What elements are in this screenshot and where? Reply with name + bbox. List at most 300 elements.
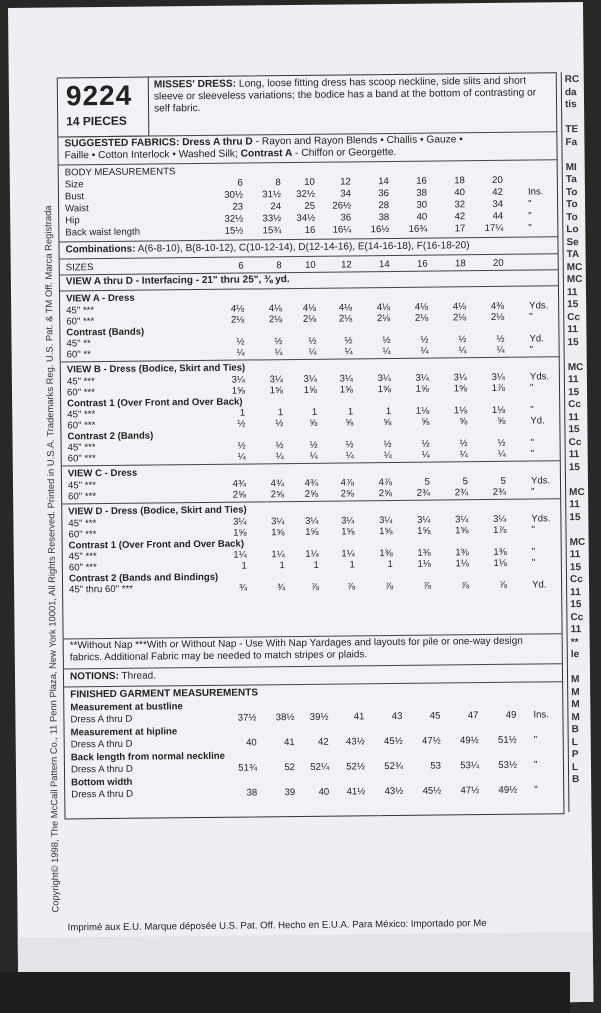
cutoff-text: 15 <box>568 461 581 473</box>
row-label: 60" *** <box>66 316 95 328</box>
fabrics-list-1: - Rayon and Rayon Blends • Challis • Gauze • <box>255 134 463 148</box>
row-value: ½ <box>496 333 505 345</box>
row-value: 52½ <box>346 761 366 773</box>
row-value: 28 <box>378 200 390 212</box>
row-value: 1⅛ <box>455 558 469 570</box>
row-value: 1⅜ <box>379 548 393 560</box>
notions-label: NOTIONS: <box>69 670 119 683</box>
row-value: 3¼ <box>232 516 247 528</box>
cutoff-text: Cc <box>568 399 582 411</box>
row-unit: " <box>530 404 534 416</box>
row-unit: " <box>530 448 535 460</box>
row-label: Contrast 2 (Bands and Bindings) <box>68 571 219 585</box>
cutoff-text: Cc <box>567 311 581 323</box>
row-value: 47 <box>467 710 479 722</box>
row-unit: " <box>529 382 534 394</box>
row-value: 42 <box>317 736 329 748</box>
row-value: 45½ <box>383 735 403 748</box>
row-label: 45" thru 60" *** <box>69 583 134 596</box>
fabrics-contrast-label: Contrast A <box>240 148 293 160</box>
row-value: 4¾ <box>232 478 247 490</box>
row-value: 40 <box>245 737 257 749</box>
row-value: ¾ <box>277 582 286 594</box>
cutoff-text: 11 <box>567 324 579 336</box>
row-value: ½ <box>420 334 429 346</box>
row-label: Measurement at bustline <box>70 701 183 714</box>
fabrics-list-2: Faille • Cotton Interlock • Washed Silk; <box>64 148 238 162</box>
row-value: ¼ <box>309 450 318 462</box>
row-value: ⅞ <box>311 581 320 593</box>
row-value: ⅝ <box>497 415 506 427</box>
row-value: 2⅛ <box>268 314 283 326</box>
combinations-text: A(6-8-10), B(8-10-12), C(10-12-14), D(12-14-16), E(14-16-18), F(16-18-20) <box>137 240 470 255</box>
row-value: 40 <box>454 187 466 199</box>
row-value: ¼ <box>497 448 506 460</box>
row-unit: " <box>529 344 534 356</box>
row-value: 5 <box>424 476 431 488</box>
row-value: 1 <box>277 407 284 419</box>
row-value: ¼ <box>345 450 354 462</box>
row-value: 1 <box>387 559 393 571</box>
row-value: ⅝ <box>383 417 392 429</box>
pattern-description <box>154 75 554 115</box>
row-value: 4¾ <box>270 478 285 490</box>
row-value: 43 <box>391 710 403 723</box>
row-value: 1⅝ <box>339 384 354 396</box>
row-value: 45 <box>429 710 441 722</box>
row-label: 45" *** <box>68 518 97 530</box>
row-value: 34 <box>340 188 352 200</box>
row-value: 41½ <box>346 786 366 798</box>
cutoff-text: 15 <box>567 386 580 398</box>
row-unit: " <box>528 222 532 234</box>
row-value: 3¼ <box>339 373 353 385</box>
row-value: 6 <box>237 177 243 189</box>
row-value: 3¼ <box>491 371 505 383</box>
cutoff-text: TE <box>565 124 579 136</box>
row-value: 16 <box>304 224 316 236</box>
row-value: 1 <box>349 559 355 571</box>
row-unit: " <box>531 557 536 569</box>
row-value: 1⅛ <box>415 405 430 417</box>
row-value: 2⅛ <box>230 314 245 326</box>
row-value: 49 <box>505 709 517 721</box>
row-value: 3¼ <box>304 515 319 527</box>
row-value: ½ <box>382 335 391 347</box>
row-label: Back length from normal neckline <box>70 750 225 764</box>
row-value: ½ <box>458 334 467 346</box>
row-value: 3¼ <box>340 515 355 527</box>
row-value: 32½ <box>296 188 316 200</box>
row-unit: Yd. <box>529 333 544 345</box>
cutoff-text: 11 <box>569 499 580 511</box>
cutoff-text: Lo <box>566 224 579 236</box>
row-label: 45" *** <box>67 480 97 492</box>
row-value: 47½ <box>460 785 480 797</box>
pattern-number-box <box>58 78 150 138</box>
row-value: 2⅛ <box>302 313 317 325</box>
row-value: 17¼ <box>484 222 504 235</box>
row-value: 16½ <box>370 224 390 236</box>
cutoff-text: Cc <box>569 574 583 586</box>
row-value: 1 <box>241 560 247 572</box>
row-value: ½ <box>274 336 283 348</box>
row-value: 53¼ <box>460 760 480 772</box>
row-value: 3¼ <box>416 514 431 526</box>
cutoff-text: da <box>564 86 577 98</box>
row-value: ⅞ <box>461 580 470 592</box>
row-label: 45" *** <box>66 376 95 388</box>
row-label: 60" *** <box>67 453 96 465</box>
row-value: 1⅝ <box>269 385 284 397</box>
row-value: 4⅛ <box>414 301 429 313</box>
cutoff-text: MC <box>566 261 583 273</box>
pattern-title: MISSES' DRESS: <box>153 78 237 91</box>
row-value: 4⅛ <box>376 302 391 314</box>
row-value: 23 <box>232 201 244 213</box>
row-value: ½ <box>237 418 246 430</box>
pattern-envelope-back <box>8 2 593 1008</box>
row-value: ⅝ <box>459 416 468 428</box>
background-surface <box>0 972 570 1013</box>
row-value: ¼ <box>383 450 392 462</box>
row-unit: Yds. <box>529 300 549 312</box>
cutoff-text: tis <box>564 99 577 111</box>
row-value: ½ <box>275 440 284 452</box>
row-value: 1⅜ <box>417 547 431 559</box>
row-unit: Yds. <box>530 475 551 487</box>
row-value: 39½ <box>309 711 329 723</box>
cutoff-text: To <box>566 211 578 223</box>
cutoff-text: 15 <box>568 424 580 436</box>
row-label: VIEW B - Dress (Bodice, Skirt and Ties) <box>66 362 246 376</box>
fabrics-line-2 <box>64 147 396 161</box>
row-value: 1 <box>279 560 285 572</box>
row-label: Contrast 1 (Over Front and Over Back) <box>67 396 243 410</box>
row-value: ½ <box>275 418 284 430</box>
row-unit: " <box>533 759 538 771</box>
row-value: 40 <box>416 211 428 223</box>
row-value: ¼ <box>420 345 429 357</box>
row-value: 18 <box>454 258 466 270</box>
row-value: 32½ <box>224 213 244 225</box>
row-value: 4⅛ <box>230 303 245 315</box>
row-value: 14 <box>378 259 390 271</box>
row-label: Bottom width <box>71 776 133 789</box>
pieces-count: 14 PIECES <box>66 113 127 129</box>
row-value: ¼ <box>275 451 284 463</box>
row-value: 52 <box>284 762 296 774</box>
cutoff-text: 11 <box>566 286 578 298</box>
cutoff-text: Ta <box>565 174 577 186</box>
cutoff-text: 11 <box>569 549 581 561</box>
row-value: 51½ <box>497 734 517 746</box>
interfacing-line: VIEW A thru D - Interfacing - 21" thru 25", ⅜ yd. <box>65 274 290 288</box>
row-value: 3¼ <box>231 374 245 386</box>
row-value: 3¼ <box>378 515 393 527</box>
row-label: 60" *** <box>66 387 96 399</box>
footer-imprint: Imprimé aux E.U. Marque déposée U.S. Pat. Off. Hecho en E.U.A. Para México: Importado por Me <box>67 918 487 934</box>
cutoff-text: L <box>571 736 578 748</box>
row-value: 47½ <box>421 735 441 747</box>
row-label: 45" *** <box>66 305 95 317</box>
row-value: ¼ <box>344 346 353 358</box>
row-unit: " <box>529 311 533 323</box>
row-value: 1⅝ <box>415 383 430 395</box>
row-label: Contrast (Bands) <box>66 326 145 339</box>
row-value: 6 <box>238 260 244 272</box>
cutoff-text: L <box>571 761 579 773</box>
notions-line <box>70 670 156 682</box>
row-value: 4⅞ <box>378 477 393 489</box>
row-value: 41 <box>353 711 365 723</box>
row-value: 2⅝ <box>378 488 393 500</box>
cutoff-text: 11 <box>570 624 582 636</box>
row-unit: " <box>528 210 532 222</box>
row-value: 3¼ <box>492 513 507 525</box>
row-value: 2⅛ <box>414 312 429 324</box>
row-value: 1⅝ <box>231 385 246 397</box>
cutoff-text: Se <box>566 236 579 248</box>
cutoff-text: 11 <box>570 586 581 598</box>
row-value: 4⅞ <box>340 477 355 489</box>
row-value: 1⅝ <box>379 526 393 538</box>
row-value: 4⅛ <box>302 302 317 314</box>
cutoff-text: le <box>570 649 580 661</box>
row-value: 3¼ <box>303 373 317 385</box>
row-value: 49½ <box>459 735 479 747</box>
row-value: 1 <box>385 406 392 418</box>
row-label: 45" *** <box>68 551 97 563</box>
row-value: ¼ <box>237 451 246 463</box>
row-value: ⅝ <box>421 416 430 428</box>
row-label: 45" *** <box>67 442 96 454</box>
row-value: 38 <box>416 187 428 199</box>
cutoff-text: 15 <box>567 299 579 311</box>
row-value: ¼ <box>382 346 391 358</box>
row-value: 10 <box>304 259 316 271</box>
pattern-info-panel <box>57 72 565 819</box>
row-label: Dress A thru D <box>70 713 133 726</box>
row-value: ½ <box>459 438 468 450</box>
row-value: ¼ <box>236 347 245 359</box>
row-value: 1⅝ <box>417 525 431 537</box>
row-value: ⅞ <box>423 580 432 592</box>
row-value: 38½ <box>275 712 295 724</box>
row-label: VIEW A - Dress <box>65 292 135 305</box>
cutoff-text: 15 <box>570 599 582 611</box>
row-label: 60" *** <box>67 420 96 432</box>
row-label: Size <box>64 179 84 191</box>
row-value: 8 <box>275 177 281 189</box>
row-value: 45½ <box>422 785 442 797</box>
row-value: 1⅛ <box>417 558 431 570</box>
cutoff-text: To <box>565 186 578 198</box>
row-value: 1⅝ <box>453 383 468 395</box>
row-label: BODY MEASUREMENTS <box>64 166 176 179</box>
row-label: Bust <box>64 191 85 203</box>
row-value: 20 <box>492 174 503 186</box>
row-value: ½ <box>345 439 354 451</box>
cutoff-text: M <box>571 699 580 711</box>
row-value: 16¼ <box>332 224 352 236</box>
cutoff-text: Cc <box>570 611 584 623</box>
row-label: Measurement at hipline <box>70 726 178 739</box>
row-label: Contrast 2 (Bands) <box>67 430 154 443</box>
row-unit: Ins. <box>533 709 549 721</box>
row-label: VIEW C - Dress <box>67 467 138 480</box>
row-value: 1⅞ <box>493 524 507 536</box>
row-value: 4⅛ <box>268 303 283 315</box>
fabrics-dress-label: Dress A thru D <box>182 136 253 149</box>
row-value: 2¾ <box>454 487 469 499</box>
row-value: 2¾ <box>492 486 507 498</box>
row-value: 4⅛ <box>452 301 467 313</box>
row-value: ¾ <box>239 582 248 594</box>
row-label: 60" *** <box>68 529 97 541</box>
row-value: 15½ <box>224 225 244 237</box>
row-value: ⅝ <box>345 417 354 429</box>
row-value: 43½ <box>384 785 404 798</box>
row-value: 10 <box>304 176 315 188</box>
row-value: 36 <box>340 212 352 224</box>
row-value: 3¼ <box>269 374 283 386</box>
row-value: 36 <box>378 188 390 200</box>
cutoff-text: P <box>571 749 579 761</box>
cutoff-text: B <box>572 774 580 786</box>
cutoff-text: 15 <box>569 511 581 523</box>
row-value: 31½ <box>262 189 282 201</box>
row-value: ⅞ <box>347 581 356 593</box>
row-value: 25 <box>304 200 316 212</box>
row-label: 60" *** <box>68 562 97 574</box>
row-value: 2¾ <box>416 487 431 499</box>
cutoff-text: ** <box>570 636 579 648</box>
row-label: VIEW D - Dress (Bodice, Skirt and Ties) <box>68 504 247 518</box>
row-value: ½ <box>308 335 317 347</box>
cutoff-text: MC <box>567 361 584 373</box>
row-value: ¼ <box>274 347 283 359</box>
row-value: ¼ <box>308 346 317 358</box>
row-value: 1⅛ <box>493 557 507 569</box>
row-label: 45" *** <box>67 409 96 421</box>
row-value: ½ <box>236 336 245 348</box>
row-value: 3¼ <box>415 372 429 384</box>
row-value: 53 <box>430 760 442 772</box>
row-value: 15¾ <box>262 225 282 237</box>
row-value: 2⅛ <box>490 311 505 323</box>
row-value: 3¼ <box>454 514 469 526</box>
cutoff-text: TA <box>566 249 580 261</box>
combinations-label: Combinations: <box>65 243 136 256</box>
row-value: 2⅝ <box>270 489 285 501</box>
row-value: 8 <box>276 260 282 272</box>
row-value: 1⅛ <box>491 404 506 416</box>
row-value: 51¾ <box>238 762 258 774</box>
cutoff-text: RC <box>564 74 580 86</box>
cutoff-text: M <box>571 686 580 698</box>
row-value: 1⅛ <box>453 405 468 417</box>
row-value: ¼ <box>496 344 505 356</box>
row-value: 4⅜ <box>490 300 505 312</box>
row-value: 34½ <box>296 212 316 224</box>
row-label: 60" *** <box>68 491 97 503</box>
row-value: 1⅝ <box>271 527 285 539</box>
row-value: ⅞ <box>385 580 394 593</box>
row-unit: " <box>530 437 535 449</box>
pattern-number: 9224 <box>65 79 133 112</box>
row-value: 49½ <box>498 784 518 796</box>
row-value: 5 <box>500 475 507 487</box>
row-value: 1⅜ <box>455 547 469 559</box>
row-value: 38 <box>378 212 390 224</box>
row-value: 1 <box>239 407 246 419</box>
row-value: 1⅝ <box>305 526 319 538</box>
row-value: 5 <box>462 476 469 488</box>
row-value: 1¼ <box>305 548 319 560</box>
row-value: 20 <box>492 257 504 269</box>
row-value: 1⅝ <box>303 384 318 396</box>
row-value: ⅞ <box>499 579 508 591</box>
row-value: 41 <box>283 737 295 749</box>
row-label: Contrast 1 (Over Front and Over Back) <box>68 538 245 552</box>
row-value: 2⅝ <box>340 488 355 500</box>
row-value: 39 <box>284 787 296 799</box>
row-value: 37½ <box>237 712 257 724</box>
cutoff-text: 11 <box>567 374 579 386</box>
row-label: 45" ** <box>66 338 91 350</box>
finished-heading: FINISHED GARMENT MEASUREMENTS <box>70 687 259 701</box>
row-label: Dress A thru D <box>70 763 133 776</box>
row-value: 16 <box>416 175 427 187</box>
row-label: Dress A thru D <box>71 788 134 801</box>
row-label: Dress A thru D <box>70 738 133 751</box>
row-value: 42 <box>454 211 466 223</box>
row-label: Back waist length <box>65 226 141 239</box>
row-value: 16¾ <box>408 223 428 235</box>
row-value: 1⅜ <box>493 546 507 558</box>
row-value: 12 <box>340 176 351 188</box>
row-value: ½ <box>344 335 353 347</box>
row-label: Hip <box>65 215 80 227</box>
row-unit: Yds. <box>529 371 550 383</box>
row-value: 16 <box>416 258 428 270</box>
row-value: 1 <box>313 559 319 571</box>
row-value: 1⅞ <box>491 382 506 394</box>
row-value: 43½ <box>345 736 365 748</box>
row-value: 1 <box>311 406 318 418</box>
row-value: 52¼ <box>310 761 330 773</box>
row-value: ½ <box>383 439 392 451</box>
row-value: 2⅛ <box>452 312 467 324</box>
row-value: 1⅝ <box>233 527 247 539</box>
row-unit: Yd. <box>532 579 547 591</box>
adjacent-column-cutoff <box>561 72 600 812</box>
row-value: ½ <box>237 440 246 452</box>
cutoff-text: 11 <box>568 449 580 461</box>
row-value: 30 <box>416 199 428 211</box>
row-value: ½ <box>309 439 318 451</box>
combinations-line <box>65 240 469 255</box>
row-value: 14 <box>378 176 389 188</box>
row-value: ½ <box>421 438 430 450</box>
copyright-notice: Copyright© 1998, The McCall Pattern Co., 11 Penn Plaza, New York 10001, All Rights Reserved. Printed in U.S.A. Trademarks Reg. U.S. Pat. & TM Off. Marca Registrada <box>42 205 61 913</box>
row-value: 2⅛ <box>376 313 391 325</box>
row-value: 44 <box>492 210 504 222</box>
row-value: ¼ <box>458 345 467 357</box>
cutoff-text: MC <box>569 536 586 548</box>
row-unit: Ins. <box>527 186 544 198</box>
